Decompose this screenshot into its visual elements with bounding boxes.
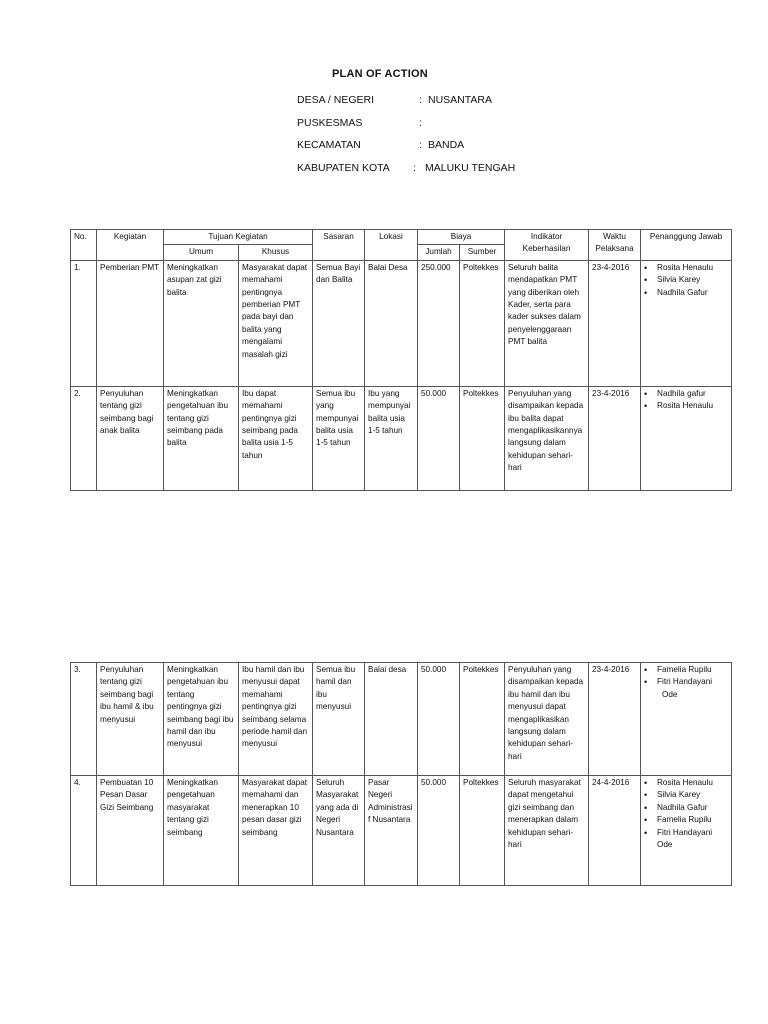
cell-waktu: 23-4-2016 xyxy=(589,663,641,776)
header-lokasi: Lokasi xyxy=(365,230,418,261)
pj-item: • Rosita Henaulu xyxy=(644,400,728,412)
table-row xyxy=(71,386,732,490)
header-penanggung-jawab: Penanggung Jawab xyxy=(641,230,732,261)
pj-item: • Rosita Henaulu xyxy=(644,777,728,789)
pj-item: • Famelia Rupilu xyxy=(644,664,728,676)
cell-umum: Meningkatkan pengetahuan masyarakat tentang gizi seimbang xyxy=(164,776,239,886)
pj-item: • Silvia Karey xyxy=(644,789,728,801)
cell-jumlah: 50.000 xyxy=(418,663,460,776)
pj-item: • Nadhila Gafur xyxy=(644,287,728,299)
cell-kegiatan: Pemberian PMT xyxy=(97,260,164,386)
cell-sumber: Poltekkes xyxy=(460,776,505,886)
cell-lokasi: Balai Desa xyxy=(365,260,418,386)
cell-indikator: Seluruh masyarakat dapat mengetahui gizi seimbang dan menerapkan dalam kehidupan sehari-hari xyxy=(505,776,589,886)
header-kegiatan: Kegiatan xyxy=(97,230,164,261)
table-row xyxy=(71,260,732,386)
cell-no: 4. xyxy=(71,776,97,886)
cell-kegiatan: Penyuluhan tentang gizi seimbang bagi anak balita xyxy=(97,386,164,490)
header-no: No. xyxy=(71,230,97,261)
pj-continuation: Ode xyxy=(662,689,678,699)
cell-jumlah: 50.000 xyxy=(418,776,460,886)
cell-jumlah: 50.000 xyxy=(418,386,460,490)
header-khusus: Khusus xyxy=(239,245,313,260)
cell-umum: Meningkatkan asupan zat gizi balita xyxy=(164,260,239,386)
header-tujuan: Tujuan Kegiatan xyxy=(164,230,313,245)
cell-sumber: Poltekkes xyxy=(460,386,505,490)
cell-sasaran: Semua ibu yang mempunyai balita usia 1-5 tahun xyxy=(313,386,365,490)
info-colon: : xyxy=(419,116,422,129)
header-umum: Umum xyxy=(164,245,239,260)
plan-table-part-1 xyxy=(70,229,732,491)
cell-umum: Meningkatkan pengetahuan ibu tentang gizi seimbang pada balita xyxy=(164,386,239,490)
info-colon: : xyxy=(413,161,416,174)
cell-penanggung-jawab xyxy=(641,776,732,886)
cell-khusus: Ibu dapat memahami pentingnya gizi seimbang pada balita usia 1-5 tahun xyxy=(239,386,313,490)
cell-sasaran: Seluruh Masyarakat yang ada di Negeri Nusantara xyxy=(313,776,365,886)
info-colon: : xyxy=(419,139,422,151)
info-label: DESA / NEGERI xyxy=(297,94,375,106)
pj-item: • Nadhila gafur xyxy=(644,388,728,400)
pj-item: • Nadhila Gafur xyxy=(644,802,728,814)
pj-item: • Rosita Henaulu xyxy=(644,262,728,274)
cell-indikator: Penyuluhan yang disampaikan kepada ibu balita dapat mengaplikasikannya langsung dalam kehidupan sehari-hari xyxy=(505,386,589,490)
header-sasaran: Sasaran xyxy=(313,230,365,261)
cell-jumlah: 250.000 xyxy=(418,260,460,386)
table-row xyxy=(71,776,732,886)
header-biaya: Biaya xyxy=(418,230,505,245)
header-indikator: Indikator Keberhasilan xyxy=(505,230,589,261)
pj-item: • Famelia Rupilu xyxy=(644,814,728,826)
pj-item: • Silvia Karey xyxy=(644,274,728,286)
pj-item: • Fitri Handayani xyxy=(644,676,728,688)
info-value: BANDA xyxy=(428,139,465,151)
header-sumber: Sumber xyxy=(460,245,505,260)
info-colon: : xyxy=(419,94,422,106)
cell-kegiatan: Pembuatan 10 Pesan Dasar Gizi Seimbang xyxy=(97,776,164,886)
cell-waktu: 24-4-2016 xyxy=(589,776,641,886)
cell-lokasi: Pasar Negeri Administrasi f Nusantara xyxy=(365,776,418,886)
cell-sumber: Poltekkes xyxy=(460,663,505,776)
info-label: PUSKESMAS xyxy=(297,116,363,129)
cell-lokasi: Balai desa xyxy=(365,663,418,776)
document-title: PLAN OF ACTION xyxy=(332,68,428,80)
cell-no: 2. xyxy=(71,386,97,490)
plan-table-part-2 xyxy=(70,662,732,886)
pj-item: • Fitri Handayani Ode xyxy=(644,827,728,852)
info-label: KECAMATAN xyxy=(297,139,361,151)
header-jumlah: Jumlah xyxy=(418,245,460,260)
info-label: KABUPATEN KOTA xyxy=(297,161,390,174)
cell-penanggung-jawab xyxy=(641,663,732,776)
cell-waktu: 23-4-2016 xyxy=(589,260,641,386)
cell-sasaran: Semua Bayi dan Balita xyxy=(313,260,365,386)
cell-kegiatan: Penyuluhan tentang gizi seimbang bagi ibu hamil & ibu menyusui xyxy=(97,663,164,776)
cell-umum: Meningkatkan pengetahuan ibu tentang pentingnya gizi seimbang bagi ibu hamil dan ibu menyusui xyxy=(164,663,239,776)
info-value: NUSANTARA xyxy=(428,94,492,106)
cell-khusus: Masyarakat dapat memahami pentingnya pemberian PMT pada bayi dan balita yang mengalami masalah gizi xyxy=(239,260,313,386)
cell-khusus: Masyarakat dapat memahami dan menerapkan 10 pesan dasar gizi seimbang xyxy=(239,776,313,886)
cell-indikator: Penyuluhan yang disampaikan kepada ibu hamil dan ibu menyusui dapat mengaplikasikan langsung dalam kehidupan sehari-hari xyxy=(505,663,589,776)
table-row xyxy=(71,663,732,776)
cell-sumber: Poltekkes xyxy=(460,260,505,386)
cell-no: 3. xyxy=(71,663,97,776)
cell-waktu: 23-4-2016 xyxy=(589,386,641,490)
cell-no: 1. xyxy=(71,260,97,386)
cell-penanggung-jawab xyxy=(641,260,732,386)
cell-indikator: Seluruh balita mendapatkan PMT yang diberikan oleh Kader, serta para kader sukses dalam penyelenggaraan PMT balita xyxy=(505,260,589,386)
cell-sasaran: Semua ibu hamil dan ibu menyusui xyxy=(313,663,365,776)
cell-khusus: Ibu hamil dan ibu menyusui dapat memahami pentingnya gizi seimbang selama periode hamil dan menyusui xyxy=(239,663,313,776)
cell-penanggung-jawab xyxy=(641,386,732,490)
info-value: MALUKU TENGAH xyxy=(425,161,516,174)
cell-lokasi: Ibu yang mempunyai balita usia 1-5 tahun xyxy=(365,386,418,490)
header-waktu: Waktu Pelaksana xyxy=(589,230,641,261)
